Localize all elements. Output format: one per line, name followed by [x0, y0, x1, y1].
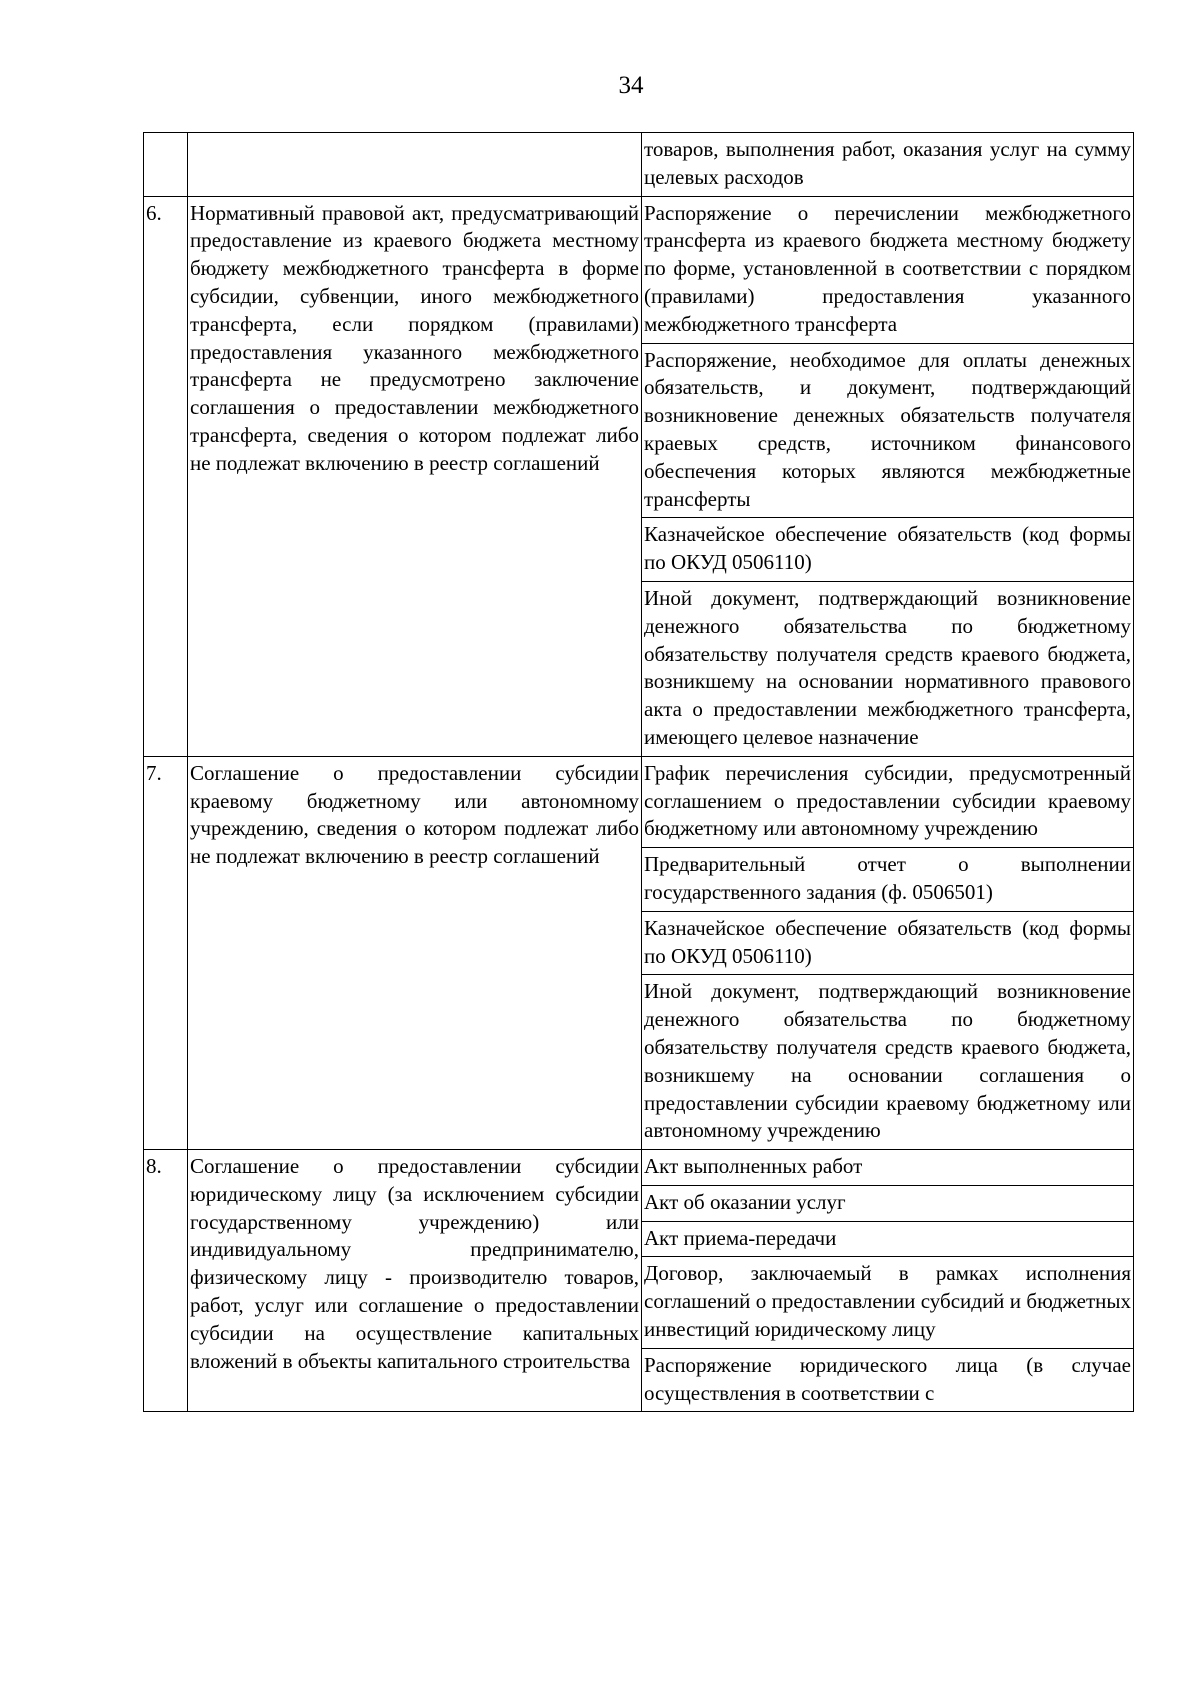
basis-document: Соглашение о предоставлении субсидии юридическому лицу (за исключением субсидии государственному учреждению) или индивидуальному предпринимателю, физическому лицу - производителю товаров, работ, услуг или соглашение о предоставлении субсидии на осуществление капитальных вложений в объекты капитального строительства [188, 1150, 642, 1412]
row-number: 6. [144, 196, 188, 756]
supporting-document: товаров, выполнения работ, оказания услуг на сумму целевых расходов [642, 133, 1134, 197]
table-row [144, 196, 1134, 343]
supporting-document: Акт выполненных работ [642, 1150, 1134, 1186]
supporting-document: Акт об оказании услуг [642, 1185, 1134, 1221]
supporting-document: Распоряжение, необходимое для оплаты денежных обязательств, и документ, подтверждающий возникновение денежных обязательств получателя краевых средств, источником финансового обеспечения которых являются межбюджетные трансферты [642, 343, 1134, 518]
supporting-document: Распоряжение о перечислении межбюджетного трансферта из краевого бюджета местному бюджету по форме, установленной в соответствии с порядком (правилами) предоставления указанного межбюджетного трансферта [642, 196, 1134, 343]
supporting-document: Иной документ, подтверждающий возникновение денежного обязательства по бюджетному обязательству получателя средств краевого бюджета, возникшему на основании соглашения о предоставлении субсидии краевому бюджетному или автономному учреждению [642, 975, 1134, 1150]
supporting-document: Иной документ, подтверждающий возникновение денежного обязательства по бюджетному обязательству получателя средств краевого бюджета, возникшему на основании нормативного правового акта о предоставлении межбюджетного трансферта, имеющего целевое назначение [642, 581, 1134, 756]
basis-document [188, 133, 642, 197]
supporting-document: График перечисления субсидии, предусмотренный соглашением о предоставлении субсидии краевому бюджетному или автономному учреждению [642, 756, 1134, 847]
supporting-document: Распоряжение юридического лица (в случае осуществления в соответствии с [642, 1348, 1134, 1412]
page-number: 34 [618, 72, 644, 99]
basis-document: Нормативный правовой акт, предусматривающий предоставление из краевого бюджета местному бюджету межбюджетного трансферта в форме субсидии, субвенции, иного межбюджетного трансферта, если порядком (правилами) предоставления указанного межбюджетного трансферта не предусмотрено заключение соглашения о предоставлении межбюджетного трансферта, сведения о котором подлежат либо не подлежат включению в реестр соглашений [188, 196, 642, 756]
supporting-document: Казначейское обеспечение обязательств (код формы по ОКУД 0506110) [642, 518, 1134, 582]
row-number: 8. [144, 1150, 188, 1412]
basis-document: Соглашение о предоставлении субсидии краевому бюджетному или автономному учреждению, сведения о котором подлежат либо не подлежат включению в реестр соглашений [188, 756, 642, 1149]
supporting-document: Предварительный отчет о выполнении государственного задания (ф. 0506501) [642, 848, 1134, 912]
supporting-document: Казначейское обеспечение обязательств (код формы по ОКУД 0506110) [642, 911, 1134, 975]
table-row [144, 1150, 1134, 1186]
table-row [144, 133, 1134, 197]
supporting-document: Акт приема-передачи [642, 1221, 1134, 1257]
table-row [144, 756, 1134, 847]
row-number: 7. [144, 756, 188, 1149]
row-number [144, 133, 188, 197]
document-table [143, 132, 1134, 1412]
supporting-document: Договор, заключаемый в рамках исполнения соглашений о предоставлении субсидий и бюджетных инвестиций юридическому лицу [642, 1257, 1134, 1348]
